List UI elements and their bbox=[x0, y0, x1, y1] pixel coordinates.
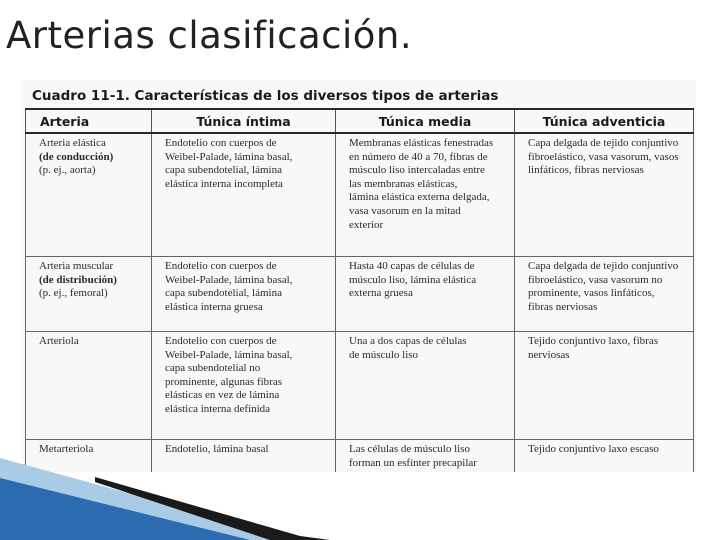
cell-line: elástica interna definida bbox=[165, 402, 271, 415]
table-row bbox=[26, 332, 694, 440]
cell-line: elástica interna gruesa bbox=[165, 300, 263, 313]
cell-line: linfáticos, fibras nerviosas bbox=[528, 164, 644, 177]
cell-line: Weibel-Palade, lámina basal, bbox=[165, 150, 293, 163]
cell-line: (p. ej., aorta) bbox=[39, 164, 96, 177]
header-tunica-media: Túnica media bbox=[336, 109, 515, 133]
cell-line: capa subendotelial, lámina bbox=[165, 164, 282, 177]
cell-media bbox=[336, 257, 515, 332]
cell-line: músculo liso intercaladas entre bbox=[349, 164, 485, 177]
cell-line: Capa delgada de tejido conjuntivo bbox=[528, 260, 679, 272]
cell-line: Metarteriola bbox=[39, 443, 94, 455]
cell-intima bbox=[152, 133, 336, 257]
cell-line: Endotelio con cuerpos de bbox=[165, 335, 277, 347]
header-arteria: Arteria bbox=[26, 109, 152, 133]
cell-line: lámina elástica externa delgada, bbox=[349, 191, 490, 204]
cell-adventicia bbox=[515, 257, 694, 332]
cell-arteria bbox=[26, 133, 152, 257]
cell-line: Capa delgada de tejido conjuntivo bbox=[528, 137, 679, 149]
cell-line: elásticas en vez de lámina bbox=[165, 389, 280, 402]
arteries-table bbox=[25, 108, 694, 472]
cell-line: Weibel-Palade, lámina basal, bbox=[165, 348, 293, 361]
cell-line: Endotelio con cuerpos de bbox=[165, 260, 277, 272]
cell-line: elástica interna incompleta bbox=[165, 177, 283, 190]
table-row bbox=[26, 133, 694, 257]
cell-line: Tejido conjuntivo laxo, fibras bbox=[528, 335, 658, 347]
cell-line: en número de 40 a 70, fibras de bbox=[349, 150, 488, 163]
cell-line: de músculo liso bbox=[349, 348, 419, 361]
cell-adventicia bbox=[515, 332, 694, 440]
slide-title: Arterias clasificación. bbox=[6, 14, 413, 57]
cell-line: vasa vasorum en la mitad bbox=[349, 204, 461, 217]
cell-arteria bbox=[26, 257, 152, 332]
cell-line: (de distribución) bbox=[39, 273, 117, 286]
cell-intima bbox=[152, 257, 336, 332]
cell-line: prominente, vasos linfáticos, bbox=[528, 287, 655, 300]
cell-line: (de conducción) bbox=[39, 150, 114, 163]
cell-line: capa subendotelial no bbox=[165, 362, 261, 375]
cell-line: Una a dos capas de células bbox=[349, 335, 467, 347]
cell-line: Tejido conjuntivo laxo escaso bbox=[528, 443, 659, 455]
cell-line: Endotelio con cuerpos de bbox=[165, 137, 277, 149]
cell-media bbox=[336, 332, 515, 440]
table-header-row bbox=[26, 109, 694, 133]
cell-intima bbox=[152, 332, 336, 440]
cell-line: Arteria muscular bbox=[39, 260, 114, 272]
cell-arteria bbox=[26, 332, 152, 440]
cell-line: Membranas elásticas fenestradas bbox=[349, 137, 494, 149]
cell-line: externa gruesa bbox=[349, 287, 413, 300]
cell-media bbox=[336, 133, 515, 257]
cell-line: (p. ej., femoral) bbox=[39, 287, 108, 300]
cell-line: fibroelástico, vasa vasorum, vasos bbox=[528, 150, 679, 163]
header-tunica-adventicia: Túnica adventicia bbox=[515, 109, 694, 133]
cell-line: las membranas elásticas, bbox=[349, 177, 458, 190]
cell-line: capa subendotelial, lámina bbox=[165, 287, 282, 300]
cell-line: Las células de músculo liso bbox=[349, 443, 470, 455]
cell-line: músculo liso, lámina elástica bbox=[349, 273, 477, 286]
header-tunica-intima: Túnica íntima bbox=[152, 109, 336, 133]
cell-line: Arteria elástica bbox=[39, 137, 106, 149]
table-row bbox=[26, 257, 694, 332]
cell-adventicia bbox=[515, 133, 694, 257]
slide-corner-decoration bbox=[0, 440, 720, 540]
cell-line: Arteriola bbox=[39, 335, 79, 347]
cell-line: prominente, algunas fibras bbox=[165, 375, 282, 388]
cell-line: nerviosas bbox=[528, 348, 570, 361]
cell-line: fibroelástico, vasa vasorum no bbox=[528, 273, 663, 286]
scanned-table-image bbox=[22, 80, 696, 472]
cell-line: Endotelio, lámina basal bbox=[165, 443, 269, 455]
cell-line: Weibel-Palade, lámina basal, bbox=[165, 273, 293, 286]
table-caption: Cuadro 11-1. Características de los diversos tipos de arterias bbox=[32, 88, 499, 104]
cell-line: fibras nerviosas bbox=[528, 300, 598, 313]
cell-line: Hasta 40 capas de células de bbox=[349, 260, 475, 272]
cell-line: exterior bbox=[349, 218, 384, 231]
cell-line: forman un esfínter precapilar bbox=[349, 456, 477, 469]
